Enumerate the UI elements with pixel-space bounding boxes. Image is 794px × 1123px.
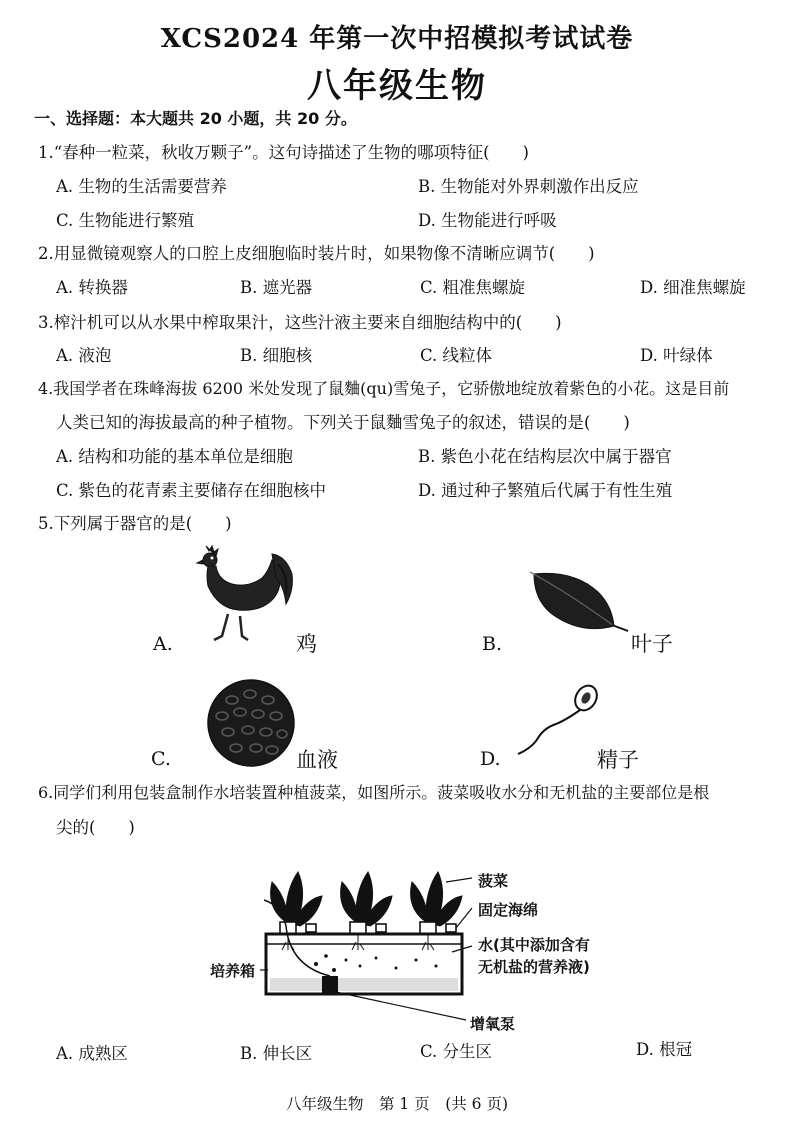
question-5-option-d-name: 精子 [597, 748, 639, 772]
sperm-icon [510, 682, 602, 758]
diagram-label-water-1: 水(其中添加含有 [478, 936, 590, 954]
question-6-option-b: B. 伸长区 [240, 1044, 313, 1063]
question-6-option-d: D. 根冠 [636, 1040, 693, 1059]
question-4-option-b: B. 紫色小花在结构层次中属于器官 [418, 447, 672, 466]
page-footer: 八年级生物 第 1 页 (共 6 页) [285, 1095, 509, 1113]
question-4-stem-line2: 人类已知的海拔最高的种子植物。下列关于鼠麯雪兔子的叙述，错误的是( ) [56, 413, 630, 432]
question-2-option-c: C. 粗准焦螺旋 [420, 278, 526, 297]
diagram-label-box: 培养箱 [210, 962, 256, 980]
question-1-option-a: A. 生物的生活需要营养 [56, 177, 227, 196]
section-heading: 一、选择题：本大题共 20 小题，共 20 分。 [34, 109, 357, 128]
question-6-stem-line1: 6.同学们利用包装盒制作水培装置种植菠菜，如图所示。菠菜吸收水分和无机盐的主要部位是根 [38, 783, 710, 802]
leaf-icon [526, 570, 630, 636]
diagram-label-spinach: 菠菜 [478, 872, 509, 890]
diagram-label-water-2: 无机盐的营养液) [478, 958, 590, 976]
question-2-option-d: D. 细准焦螺旋 [640, 278, 746, 297]
hydroponic-diagram [256, 852, 476, 1022]
exam-title: XCS2024 年第一次中招模拟考试试卷 [160, 24, 634, 54]
question-6-option-a: A. 成熟区 [56, 1044, 128, 1063]
question-5-stem: 5.下列属于器官的是( ) [38, 514, 232, 533]
question-5-option-a-name: 鸡 [296, 632, 317, 656]
question-4-option-c: C. 紫色的花青素主要储存在细胞核中 [56, 481, 327, 500]
question-2-option-a: A. 转换器 [56, 278, 128, 297]
question-3-option-a: A. 液泡 [56, 346, 112, 365]
question-3-option-c: C. 线粒体 [420, 346, 493, 365]
diagram-label-pump: 增氧泵 [470, 1015, 516, 1033]
question-4-stem-line1: 4.我国学者在珠峰海拔 6200 米处发现了鼠麯(qu)雪兔子，它骄傲地绽放着紫色的小花。这是目前 [38, 379, 730, 398]
question-5-option-b-name: 叶子 [631, 632, 673, 656]
question-6-stem-line2: 尖的( ) [56, 818, 135, 837]
question-5-option-c-name: 血液 [296, 748, 338, 772]
question-1-stem: 1.“春种一粒菜，秋收万颗子”。这句诗描述了生物的哪项特征( ) [38, 143, 529, 162]
diagram-label-sponge: 固定海绵 [478, 901, 539, 919]
question-5-option-b-letter: B. [482, 633, 503, 655]
question-1-option-b: B. 生物能对外界刺激作出反应 [418, 177, 639, 196]
question-5-option-a-letter: A. [153, 633, 173, 655]
blood-icon [206, 678, 296, 768]
exam-subject: 八年级生物 [307, 66, 487, 106]
rooster-icon [192, 544, 296, 642]
question-1-option-c: C. 生物能进行繁殖 [56, 211, 195, 230]
question-2-option-b: B. 遮光器 [240, 278, 313, 297]
question-4-option-a: A. 结构和功能的基本单位是细胞 [56, 447, 293, 466]
question-5-option-c-letter: C. [151, 748, 171, 770]
question-3-option-d: D. 叶绿体 [640, 346, 713, 365]
question-3-option-b: B. 细胞核 [240, 346, 313, 365]
question-4-option-d: D. 通过种子繁殖后代属于有性生殖 [418, 481, 673, 500]
question-5-option-d-letter: D. [480, 748, 501, 770]
question-2-stem: 2.用显微镜观察人的口腔上皮细胞临时装片时，如果物像不清晰应调节( ) [38, 244, 595, 263]
question-6-option-c: C. 分生区 [420, 1042, 493, 1061]
question-1-option-d: D. 生物能进行呼吸 [418, 211, 557, 230]
question-3-stem: 3.榨汁机可以从水果中榨取果汁，这些汁液主要来自细胞结构中的( ) [38, 313, 562, 332]
